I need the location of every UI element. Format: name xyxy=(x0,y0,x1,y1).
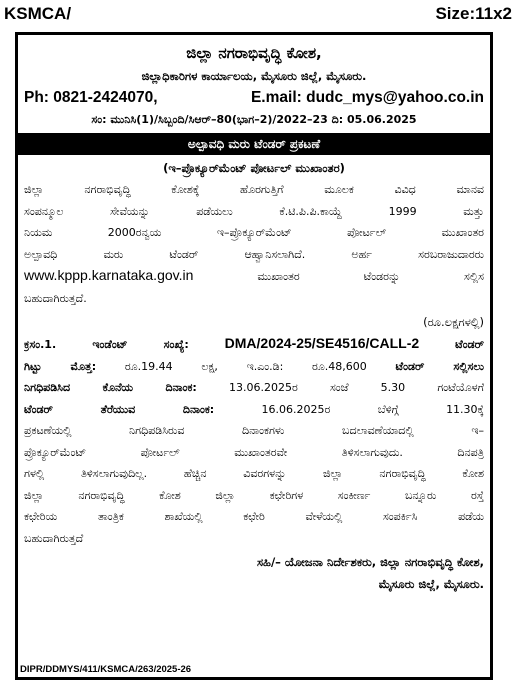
text-line: ಕಛೇರಿಯ ತಾಂತ್ರಿಕ ಶಾಖೆಯಲ್ಲಿ ಕಛೇರಿ ವೇಳೆಯಲ್ಲಿ ಸಂಪರ್ಕಿಸಿ ಪಡೆಯ xyxy=(24,510,484,523)
text-line: ಸಂಪನ್ಮೂಲ ಸೇವೆಯನ್ನು ಪಡೆಯಲು ಕೆ.ಟಿ.ಪಿ.ಪಿ.ಕಾಯ್ದೆ 1999 ಮತ್ತು xyxy=(24,204,484,218)
text-line: ಪ್ರಕಟಣೆಯಲ್ಲಿ ನಿಗಧಿಪಡಿಸಿರುವ ದಿನಾಂಕಗಳು ಬದಲಾವಣೆಯಾದಲ್ಲಿ ಇ– xyxy=(24,424,484,437)
signature-line-2: ಮೈಸೂರು ಜಿಲ್ಲೆ, ಮೈಸೂರು. xyxy=(378,577,484,591)
paragraph-2 xyxy=(24,420,484,549)
org-address: ಜಿಲ್ಲಾಧಿಕಾರಿಗಳ ಕಾರ್ಯಾಲಯ, ಮೈಸೂರು ಜಿಲ್ಲೆ, ಮೈಸೂರು. xyxy=(141,69,367,83)
tender-value: ರೂ.19.44 ಲಕ್ಷ, ಇ.ಎಂ.ಡಿ: ರೂ.48,600 xyxy=(124,359,367,373)
value-line xyxy=(24,356,484,378)
dipr-code: DIPR/DDMYS/411/KSMCA/263/2025-26 xyxy=(20,664,192,675)
text-line: ನಿಯಮ 2000ರನ್ವಯ ಇ–ಪ್ರೊಕ್ಯೂರ್‌ಮೆಂಟ್ ಪೋರ್ಟಲ್ ಮುಖಾಂತರ xyxy=(24,226,484,239)
notice-content xyxy=(18,35,490,595)
reference-number: ಸಂ: ಮುನಿಸಿ(1)/ಸಿಬ್ಬಂದಿ/ಸಿಆರ್–80(ಭಾಗ–2)/2022–23 ದಿ: 05.06.2025 xyxy=(91,113,417,126)
notice-title: ಅಲ್ಪಾವಧಿ ಮರು ಟೆಂಡರ್ ಪ್ರಕಟಣೆ xyxy=(18,133,490,155)
text-line: ಜಿಲ್ಲಾ ನಗರಾಭಿವೃದ್ಧಿ ಕೋಶಕ್ಕೆ ಹೊರಗುತ್ತಿಗೆ ಮೂಲಕ ವಿವಿಧ ಮಾನವ xyxy=(24,183,484,196)
contact-line xyxy=(24,87,484,109)
deadline-value: 13.06.2025ರ ಸಂಜೆ 5.30 ಗಂಟೆಯೊಳಗೆ xyxy=(229,381,484,394)
notice-frame xyxy=(15,32,493,680)
ad-size: Size:11x2 xyxy=(435,4,512,23)
indent-number: DMA/2024-25/SE4516/CALL-2 xyxy=(224,335,420,351)
text-line xyxy=(24,265,484,288)
text-line: ಅಲ್ಪಾವಧಿ ಮರು ಟೆಂಡರ್ ಆಹ್ವಾನಿಸಲಾಗಿದೆ. ಅರ್ಹ ಸರಬರಾಜುದಾರರು xyxy=(24,247,484,261)
tender-details xyxy=(24,333,484,420)
portal-link[interactable]: www.kppp.karnataka.gov.in xyxy=(24,267,194,283)
deadline-label: ನಿಗಧಿಪಡಿಸಿದ ಕೊನೆಯ ದಿನಾಂಕ: xyxy=(24,381,197,394)
top-bar xyxy=(0,0,526,30)
item-label: ಕ್ರಸಂ.1. ಇಂಡೆಂಟ್ ಸಂಖ್ಯೆ: xyxy=(24,338,189,351)
opening-label: ಟೆಂಡರ್ ತೆರೆಯುವ ದಿನಾಂಕ: xyxy=(24,402,215,416)
email: E.mail: dudc_mys@yahoo.co.in xyxy=(250,89,484,106)
paragraph-1 xyxy=(24,179,484,309)
text-line: ಪ್ರೊಕ್ಯೂರ್‌ಮೆಂಟ್ ಪೋರ್ಟಲ್ ಮುಖಾಂತರವೇ ತಿಳಿಸಲಾಗುವುದು. ದಿನಪತ್ರಿ xyxy=(24,445,484,459)
opening-value: 16.06.2025ರ ಬೆಳಿಗ್ಗೆ 11.30ಕ್ಕೆ xyxy=(261,402,484,416)
opening-line xyxy=(24,399,484,421)
text-line: ಗಳಲ್ಲಿ ತಿಳಿಸಲಾಗುವುದಿಲ್ಲ. ಹೆಚ್ಚಿನ ವಿವರಗಳನ್ನು ಜಿಲ್ಲಾ ನಗರಾಭಿವೃದ್ಧಿ ಕೋಶ xyxy=(24,467,484,480)
publication-code: KSMCA/ xyxy=(4,4,72,23)
phone: Ph: 0821-2424070, xyxy=(24,89,158,106)
text-line: ಜಿಲ್ಲಾ ನಗರಾಭಿವೃದ್ಧಿ ಕೋಶ ಜಿಲ್ಲಾ ಕಛೇರಿಗಳ ಸಂಕೀರ್ಣ ಬನ್ನೂರು ರಸ್ತೆ xyxy=(24,488,484,502)
text-line: ಬಹುದಾಗಿರುತ್ತದೆ. xyxy=(24,291,87,305)
signature-block xyxy=(24,551,484,595)
submit-label: ಟೆಂಡರ್ ಸಲ್ಲಿಸಲು xyxy=(395,359,484,373)
org-name: ಜಿಲ್ಲಾ ನಗರಾಭಿವೃದ್ಧಿ ಕೋಶ, xyxy=(186,44,322,62)
value-label: ಗಿಟ್ಟು ಮೊತ್ತ: xyxy=(24,359,97,373)
signature-line-1: ಸಹಿ/– ಯೋಜನಾ ನಿರ್ದೇಶಕರು, ಜಿಲ್ಲಾ ನಗರಾಭಿವೃದ್ಧಿ ಕೋಶ, xyxy=(256,555,484,569)
deadline-line xyxy=(24,377,484,399)
indent-line xyxy=(24,333,484,356)
notice-subtitle: (ಇ–ಪ್ರೊಕ್ಯೂರ್‌ಮೆಂಟ್ ಪೋರ್ಟಲ್ ಮುಖಾಂತರ) xyxy=(163,161,345,175)
unit-note: (ರೂ.ಲಕ್ಷಗಳಲ್ಲಿ) xyxy=(423,315,484,329)
text-line: ಬಹುದಾಗಿರುತ್ತದೆ xyxy=(24,531,84,545)
tender-word: ಟೆಂಡರ್ xyxy=(455,338,484,351)
portal-text: ಮುಖಾಂತರ ಟೆಂಡರನ್ನು ಸಲ್ಲಿಸ xyxy=(257,270,484,283)
